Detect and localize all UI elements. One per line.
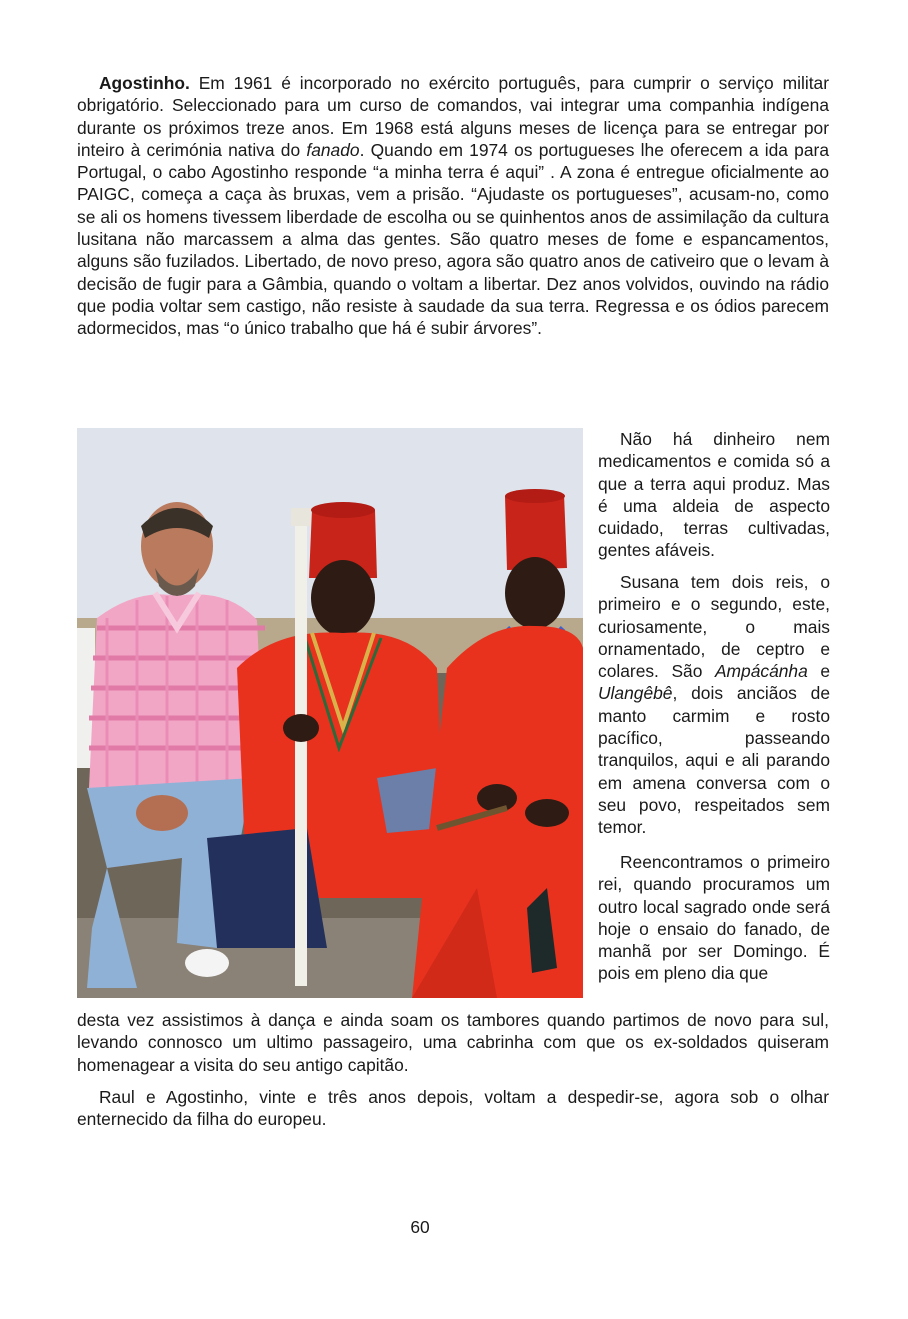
paragraph-agostinho: [77, 72, 829, 340]
paragraph-two-kings-text-3: , dois anciãos de manto carmim e rosto pacífico, passeando tranquilos, aqui e ali parando em amena conversa com o seu povo, respeitados sem temor.: [598, 683, 830, 838]
paragraph-two-kings-text-2: e: [807, 661, 830, 682]
paragraph-two-kings-text-1: Susana tem dois reis, o primeiro e o segundo, este, curiosamente, o mais ornamentado, de ceptro e colares. São: [598, 572, 830, 682]
photo-three-men: [77, 428, 583, 998]
paragraph-agostinho-text-1: Em 1961 é incorporado no exército português, para cumprir o serviço militar obrigatório. Seleccionado para um curso de comandos, vai integrar uma companhia indígena durante os próximos treze anos. Em 1968 está alguns meses de licença para se entregar por inteiro à cerimónia nativa do: [77, 73, 829, 160]
page-number: 60: [410, 1217, 430, 1237]
paragraph-reencounter-part-1: Reencontramos o primeiro rei, quando procuramos um outro local sagrado onde será hoje o ensaio do fanado, de manhã por ser Domingo. É pois em pleno dia que: [598, 852, 830, 984]
king-name-2: Ulangêbê: [598, 683, 673, 704]
paragraph-agostinho-text-2: . Quando em 1974 os portugueses lhe oferecem a ida para Portugal, o cabo Agostinho responde “a minha terra é aqui” . A zona é entregue oficialmente ao PAIGC, começa a caça às bruxas, vem a prisão. “Ajudaste os portugueses”, acusam-no, como se ali os homens tivessem liberdade de escolha ou se quinhentos anos de assimilação da cultura lusitana não marcassem a alma das gentes. São quatro meses de fome e espancamentos, alguns são fuzilados. Libertado, de novo preso, agora são quatro anos de cativeiro que o levam à decisão de fugir para a Gâmbia, quando o voltam a libertar. Dez anos volvidos, ouvindo na rádio que podia voltar sem castigo, não resiste à saudade da sua terra. Regressa e os ódios parecem adormecidos, mas “o único trabalho que há é subir árvores”.: [77, 139, 829, 339]
paragraph-farewell: Raul e Agostinho, vinte e três anos depois, voltam a despedir-se, agora sob o olhar enternecido da filha do europeu.: [77, 1087, 829, 1130]
name-agostinho: Agostinho.: [99, 73, 190, 93]
paragraph-village: Não há dinheiro nem medicamentos e comida só a que a terra aqui produz. Mas é uma aldeia de aspecto cuidado, terras cultivadas, gentes afáveis.: [598, 429, 830, 561]
paragraph-two-kings: [598, 571, 830, 839]
term-fanado: fanado: [306, 139, 360, 160]
paragraph-reencounter-part-2: desta vez assistimos à dança e ainda soam os tambores quando partimos de novo para sul, levando connosco um ultimo passageiro, uma cabrinha com que os ex-soldados quiseram homenagear a visita do seu antigo capitão.: [77, 1010, 829, 1075]
king-name-1: Ampácánha: [714, 661, 808, 682]
